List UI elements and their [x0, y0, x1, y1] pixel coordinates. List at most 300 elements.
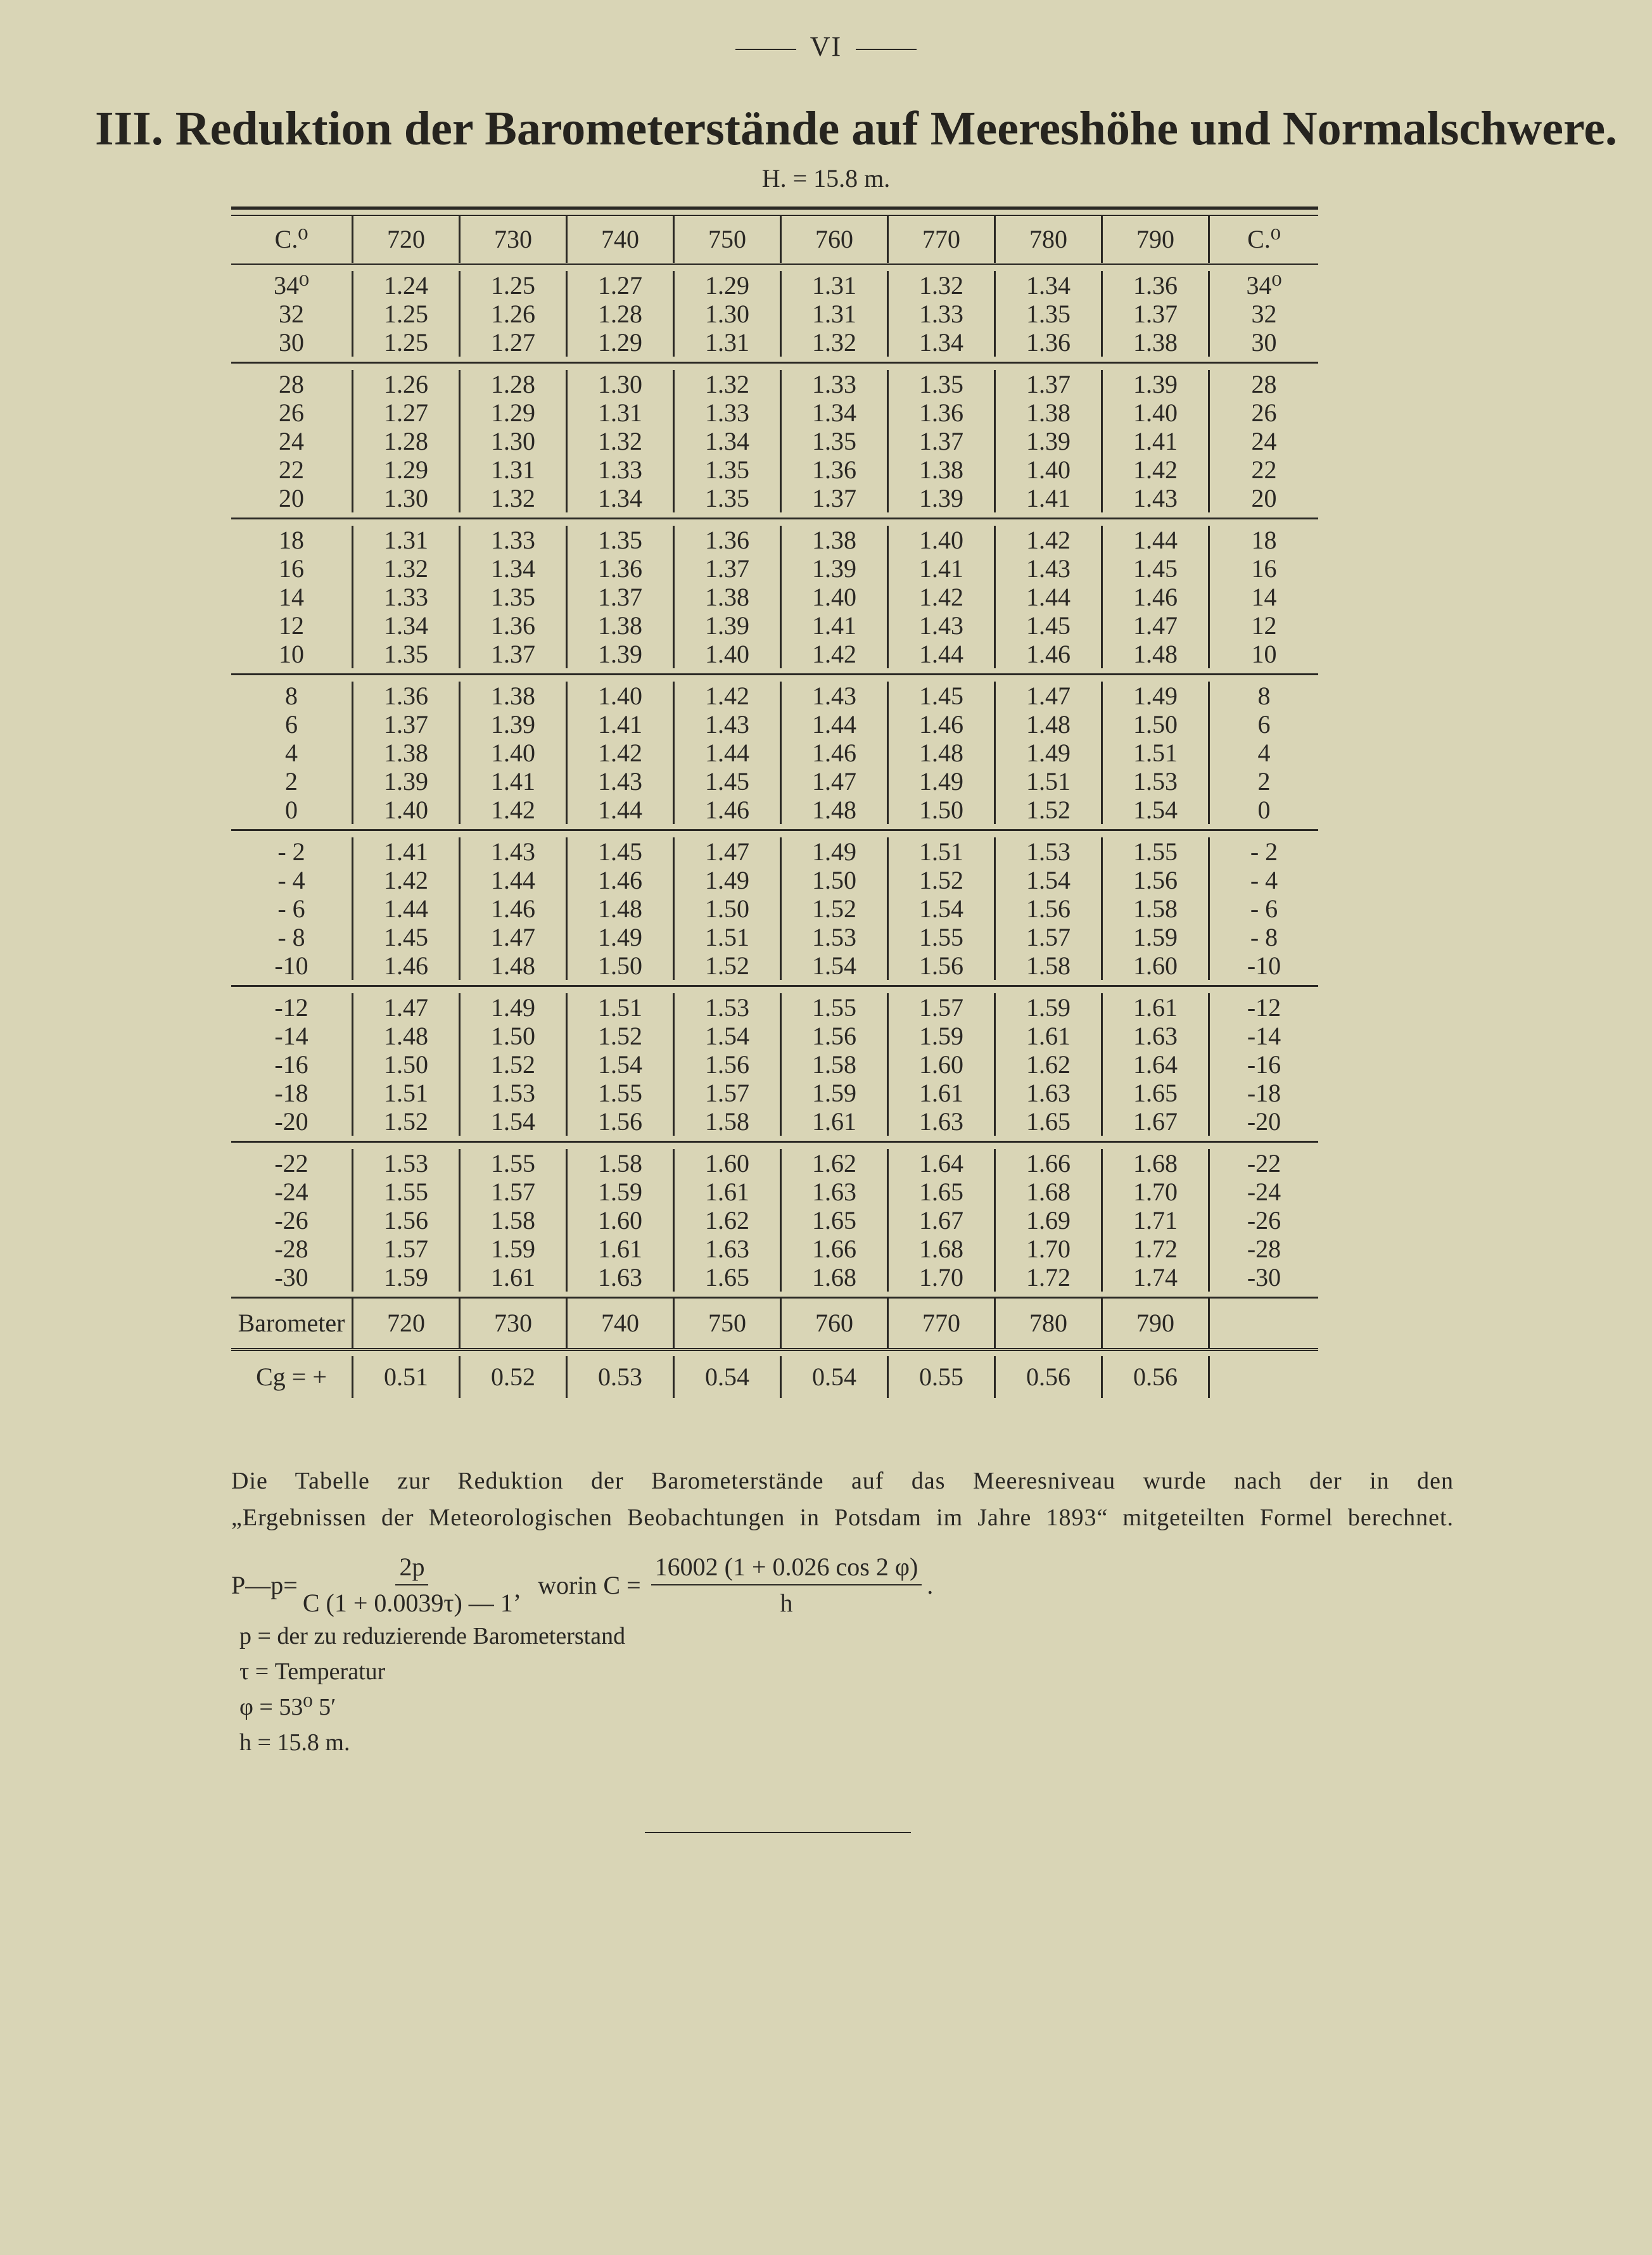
correction-cell: 1.59 [352, 1263, 459, 1292]
correction-cell: 1.41 [352, 837, 459, 866]
cg-cell: 0.55 [887, 1356, 994, 1398]
table-row [231, 951, 1318, 980]
correction-cell: 1.29 [352, 455, 459, 484]
temperature-cell: - 8 [277, 923, 305, 951]
correction-cell: 1.58 [1101, 894, 1208, 923]
correction-cell: 1.55 [566, 1079, 673, 1107]
correction-cell: 1.68 [780, 1263, 887, 1292]
correction-cell: 1.46 [780, 739, 887, 767]
page-header [0, 30, 1652, 63]
temperature-cell: 30 [1208, 328, 1318, 357]
table-row [231, 710, 1318, 739]
correction-cell: 1.31 [673, 328, 780, 357]
correction-cell: 1.63 [673, 1235, 780, 1263]
formula-lhs: P—p= [231, 1570, 298, 1599]
correction-cell: 1.30 [673, 300, 780, 328]
temperature-cell: 20 [1208, 484, 1318, 512]
cg-cell: 0.52 [459, 1356, 566, 1398]
correction-cell: 1.61 [1101, 993, 1208, 1022]
correction-cell: 1.49 [887, 767, 994, 796]
correction-cell: 1.38 [994, 398, 1101, 427]
correction-cell: 1.56 [780, 1022, 887, 1050]
correction-cell: 1.33 [352, 583, 459, 611]
table-row-group [231, 265, 1318, 364]
definitions-list [239, 1618, 625, 1760]
correction-cell: 1.63 [994, 1079, 1101, 1107]
table-row [231, 554, 1318, 583]
correction-cell: 1.59 [994, 993, 1101, 1022]
correction-cell: 1.35 [352, 640, 459, 668]
temperature-cell: 16 [1208, 554, 1318, 583]
correction-cell: 1.68 [887, 1235, 994, 1263]
temperature-cell: -28 [274, 1235, 308, 1263]
correction-cell: 1.63 [566, 1263, 673, 1292]
correction-cell: 1.60 [566, 1206, 673, 1235]
table-row [231, 1206, 1318, 1235]
correction-cell: 1.35 [459, 583, 566, 611]
correction-cell: 1.51 [1101, 739, 1208, 767]
correction-cell: 1.43 [994, 554, 1101, 583]
correction-cell: 1.45 [1101, 554, 1208, 583]
temperature-cell: 18 [1208, 526, 1318, 554]
correction-cell: 1.40 [459, 739, 566, 767]
correction-cell: 1.55 [780, 993, 887, 1022]
gravity-correction-row [231, 1351, 1318, 1402]
correction-cell: 1.39 [994, 427, 1101, 455]
correction-cell: 1.36 [566, 554, 673, 583]
table-row-group [231, 519, 1318, 675]
formula-fraction-2-numerator: 16002 (1 + 0.026 cos 2 φ) [651, 1552, 922, 1585]
table-row [231, 682, 1318, 710]
correction-cell: 1.58 [780, 1050, 887, 1079]
correction-cell: 1.32 [352, 554, 459, 583]
correction-cell: 1.61 [566, 1235, 673, 1263]
correction-cell: 1.25 [352, 300, 459, 328]
temperature-cell: 12 [1208, 611, 1318, 640]
correction-cell: 1.48 [352, 1022, 459, 1050]
correction-cell: 1.35 [780, 427, 887, 455]
page-subtitle: H. = 15.8 m. [761, 164, 891, 193]
correction-cell: 1.30 [459, 427, 566, 455]
correction-cell: 1.44 [780, 710, 887, 739]
correction-cell: 1.70 [994, 1235, 1101, 1263]
barometer-cell: 750 [673, 1299, 780, 1348]
correction-cell: 1.44 [459, 866, 566, 894]
correction-cell: 1.40 [1101, 398, 1208, 427]
correction-cell: 1.48 [459, 951, 566, 980]
correction-cell: 1.34 [780, 398, 887, 427]
correction-cell: 1.54 [994, 866, 1101, 894]
table-header-cell: 760 [780, 216, 887, 263]
temperature-cell: 28 [279, 370, 304, 398]
barometer-cell: 770 [887, 1299, 994, 1348]
barometer-row-end [1208, 1299, 1318, 1348]
correction-cell: 1.34 [352, 611, 459, 640]
table-top-rule [231, 206, 1318, 216]
correction-cell: 1.58 [566, 1149, 673, 1178]
temperature-cell: 22 [279, 455, 304, 484]
correction-cell: 1.59 [566, 1178, 673, 1206]
correction-cell: 1.38 [673, 583, 780, 611]
correction-cell: 1.51 [673, 923, 780, 951]
table-header-cell: 750 [673, 216, 780, 263]
correction-cell: 1.50 [352, 1050, 459, 1079]
table-header-cell: 720 [352, 216, 459, 263]
correction-cell: 1.56 [673, 1050, 780, 1079]
correction-cell: 1.64 [887, 1149, 994, 1178]
correction-cell: 1.57 [352, 1235, 459, 1263]
table-row [231, 300, 1318, 328]
correction-cell: 1.32 [887, 271, 994, 300]
temperature-cell: -20 [1208, 1107, 1318, 1136]
correction-cell: 1.38 [459, 682, 566, 710]
correction-cell: 1.48 [994, 710, 1101, 739]
temperature-cell: -10 [1208, 951, 1318, 980]
correction-cell: 1.46 [566, 866, 673, 894]
correction-cell: 1.26 [352, 370, 459, 398]
correction-cell: 1.52 [887, 866, 994, 894]
correction-cell: 1.55 [352, 1178, 459, 1206]
correction-cell: 1.49 [459, 993, 566, 1022]
formula-fraction-2 [651, 1552, 922, 1618]
correction-cell: 1.36 [994, 328, 1101, 357]
temperature-cell: - 6 [1208, 894, 1318, 923]
correction-cell: 1.43 [1101, 484, 1208, 512]
temperature-cell: 14 [279, 583, 304, 611]
correction-cell: 1.42 [780, 640, 887, 668]
correction-cell: 1.54 [887, 894, 994, 923]
correction-cell: 1.38 [566, 611, 673, 640]
correction-cell: 1.29 [673, 271, 780, 300]
correction-cell: 1.37 [994, 370, 1101, 398]
correction-cell: 1.42 [459, 796, 566, 824]
correction-cell: 1.54 [459, 1107, 566, 1136]
correction-cell: 1.31 [780, 300, 887, 328]
explanation-line-1: Die Tabelle zur Reduktion der Barometerstände auf das Meeresniveau wurde nach der in den [231, 1468, 1454, 1494]
table-row [231, 427, 1318, 455]
correction-cell: 1.49 [566, 923, 673, 951]
correction-cell: 1.35 [887, 370, 994, 398]
correction-cell: 1.35 [566, 526, 673, 554]
temperature-cell: -28 [1208, 1235, 1318, 1263]
correction-cell: 1.60 [1101, 951, 1208, 980]
temperature-cell: 24 [279, 427, 304, 455]
correction-cell: 1.50 [780, 866, 887, 894]
correction-cell: 1.53 [352, 1149, 459, 1178]
table-row [231, 1050, 1318, 1079]
correction-cell: 1.53 [780, 923, 887, 951]
temperature-cell: 14 [1208, 583, 1318, 611]
page-title: III. Reduktion der Barometerstände auf Meereshöhe und Normalschwere. [95, 102, 1618, 155]
correction-cell: 1.65 [1101, 1079, 1208, 1107]
correction-cell: 1.61 [994, 1022, 1101, 1050]
correction-cell: 1.45 [352, 923, 459, 951]
correction-cell: 1.57 [673, 1079, 780, 1107]
correction-cell: 1.54 [673, 1022, 780, 1050]
temperature-cell: -12 [1208, 993, 1318, 1022]
temperature-cell: 12 [279, 611, 304, 640]
correction-cell: 1.25 [459, 271, 566, 300]
correction-cell: 1.68 [994, 1178, 1101, 1206]
correction-cell: 1.42 [887, 583, 994, 611]
correction-cell: 1.41 [1101, 427, 1208, 455]
temperature-cell: -12 [274, 993, 308, 1022]
correction-cell: 1.50 [673, 894, 780, 923]
correction-cell: 1.59 [459, 1235, 566, 1263]
barometer-row [231, 1299, 1318, 1351]
correction-cell: 1.44 [887, 640, 994, 668]
temperature-cell: 2 [1208, 767, 1318, 796]
formula-worin: worin C = [538, 1570, 641, 1599]
correction-cell: 1.32 [780, 328, 887, 357]
correction-cell: 1.50 [459, 1022, 566, 1050]
table-row-group [231, 364, 1318, 519]
temperature-cell: -24 [1208, 1178, 1318, 1206]
correction-cell: 1.49 [673, 866, 780, 894]
table-row-group [231, 1143, 1318, 1299]
barometer-cell: 740 [566, 1299, 673, 1348]
temperature-cell: -26 [1208, 1206, 1318, 1235]
barometer-cell: 760 [780, 1299, 887, 1348]
temperature-cell: 16 [279, 554, 304, 583]
correction-cell: 1.37 [780, 484, 887, 512]
correction-cell: 1.32 [566, 427, 673, 455]
barometer-cell: 780 [994, 1299, 1101, 1348]
temperature-cell: -22 [274, 1149, 308, 1178]
correction-cell: 1.53 [459, 1079, 566, 1107]
correction-cell: 1.49 [994, 739, 1101, 767]
correction-cell: 1.39 [1101, 370, 1208, 398]
temperature-cell: -18 [274, 1079, 308, 1107]
correction-cell: 1.37 [673, 554, 780, 583]
temperature-cell: 26 [1208, 398, 1318, 427]
temperature-cell: -24 [274, 1178, 308, 1206]
correction-cell: 1.45 [566, 837, 673, 866]
correction-cell: 1.41 [566, 710, 673, 739]
table-header-cell: C.⁰ [1208, 216, 1318, 263]
correction-cell: 1.64 [1101, 1050, 1208, 1079]
cg-row-end [1208, 1356, 1318, 1398]
correction-cell: 1.54 [780, 951, 887, 980]
reduction-table [231, 206, 1318, 1402]
table-row [231, 526, 1318, 554]
correction-cell: 1.26 [459, 300, 566, 328]
correction-cell: 1.51 [887, 837, 994, 866]
correction-cell: 1.47 [673, 837, 780, 866]
temperature-cell: - 8 [1208, 923, 1318, 951]
correction-cell: 1.32 [459, 484, 566, 512]
correction-cell: 1.36 [352, 682, 459, 710]
barometer-cell: 730 [459, 1299, 566, 1348]
correction-cell: 1.35 [673, 455, 780, 484]
correction-cell: 1.61 [887, 1079, 994, 1107]
correction-cell: 1.42 [1101, 455, 1208, 484]
formula [231, 1552, 933, 1618]
correction-cell: 1.52 [673, 951, 780, 980]
table-row [231, 328, 1318, 357]
correction-cell: 1.71 [1101, 1206, 1208, 1235]
correction-cell: 1.29 [566, 328, 673, 357]
correction-cell: 1.45 [887, 682, 994, 710]
correction-cell: 1.31 [780, 271, 887, 300]
correction-cell: 1.45 [673, 767, 780, 796]
table-row [231, 1263, 1318, 1292]
table-row [231, 1079, 1318, 1107]
correction-cell: 1.58 [673, 1107, 780, 1136]
temperature-cell: 10 [1208, 640, 1318, 668]
correction-cell: 1.37 [566, 583, 673, 611]
correction-cell: 1.44 [673, 739, 780, 767]
correction-cell: 1.58 [994, 951, 1101, 980]
table-header-cell: 730 [459, 216, 566, 263]
temperature-cell: 30 [279, 328, 304, 357]
definition-h: h = 15.8 m. [239, 1729, 350, 1756]
correction-cell: 1.33 [459, 526, 566, 554]
table-row [231, 370, 1318, 398]
table-row [231, 611, 1318, 640]
table-header-cell: C.⁰ [274, 225, 308, 253]
correction-cell: 1.55 [887, 923, 994, 951]
correction-cell: 1.56 [994, 894, 1101, 923]
correction-cell: 1.30 [566, 370, 673, 398]
correction-cell: 1.43 [459, 837, 566, 866]
correction-cell: 1.57 [994, 923, 1101, 951]
table-row-group [231, 987, 1318, 1143]
correction-cell: 1.40 [352, 796, 459, 824]
correction-cell: 1.58 [459, 1206, 566, 1235]
correction-cell: 1.45 [994, 611, 1101, 640]
correction-cell: 1.40 [887, 526, 994, 554]
correction-cell: 1.44 [1101, 526, 1208, 554]
temperature-cell: 32 [1208, 300, 1318, 328]
table-row [231, 398, 1318, 427]
end-rule [645, 1832, 911, 1833]
table-row [231, 894, 1318, 923]
correction-cell: 1.46 [887, 710, 994, 739]
formula-end: . [927, 1570, 934, 1599]
correction-cell: 1.28 [352, 427, 459, 455]
correction-cell: 1.52 [352, 1107, 459, 1136]
definition-tau: τ = Temperatur [239, 1658, 386, 1685]
correction-cell: 1.61 [673, 1178, 780, 1206]
temperature-cell: - 6 [277, 894, 305, 923]
temperature-cell: 28 [1208, 370, 1318, 398]
temperature-cell: 4 [1208, 739, 1318, 767]
correction-cell: 1.50 [566, 951, 673, 980]
temperature-cell: 34⁰ [273, 271, 310, 300]
correction-cell: 1.59 [1101, 923, 1208, 951]
correction-cell: 1.47 [1101, 611, 1208, 640]
correction-cell: 1.43 [780, 682, 887, 710]
correction-cell: 1.50 [887, 796, 994, 824]
correction-cell: 1.72 [1101, 1235, 1208, 1263]
correction-cell: 1.65 [673, 1263, 780, 1292]
correction-cell: 1.41 [780, 611, 887, 640]
temperature-cell: 20 [279, 484, 304, 512]
correction-cell: 1.34 [887, 328, 994, 357]
cg-cell: 0.56 [1101, 1356, 1208, 1398]
correction-cell: 1.47 [459, 923, 566, 951]
correction-cell: 1.33 [566, 455, 673, 484]
temperature-cell: 32 [279, 300, 304, 328]
correction-cell: 1.57 [887, 993, 994, 1022]
correction-cell: 1.48 [566, 894, 673, 923]
definition-p: p = der zu reduzierende Barometerstand [239, 1623, 626, 1649]
correction-cell: 1.41 [459, 767, 566, 796]
temperature-cell: 18 [279, 526, 304, 554]
correction-cell: 1.50 [1101, 710, 1208, 739]
correction-cell: 1.67 [887, 1206, 994, 1235]
correction-cell: 1.38 [780, 526, 887, 554]
correction-cell: 1.35 [673, 484, 780, 512]
correction-cell: 1.37 [887, 427, 994, 455]
temperature-cell: 6 [285, 710, 298, 739]
correction-cell: 1.38 [887, 455, 994, 484]
correction-cell: 1.53 [1101, 767, 1208, 796]
table-header-cell: 770 [887, 216, 994, 263]
temperature-cell: 2 [285, 767, 298, 796]
correction-cell: 1.56 [1101, 866, 1208, 894]
temperature-cell: 8 [285, 682, 298, 710]
table-header-cell: 790 [1101, 216, 1208, 263]
correction-cell: 1.31 [566, 398, 673, 427]
correction-cell: 1.59 [780, 1079, 887, 1107]
cg-cell: 0.51 [352, 1356, 459, 1398]
correction-cell: 1.39 [780, 554, 887, 583]
correction-cell: 1.30 [352, 484, 459, 512]
temperature-cell: -16 [274, 1050, 308, 1079]
barometer-cell: 790 [1101, 1299, 1208, 1348]
correction-cell: 1.61 [780, 1107, 887, 1136]
correction-cell: 1.47 [352, 993, 459, 1022]
correction-cell: 1.52 [459, 1050, 566, 1079]
correction-cell: 1.27 [459, 328, 566, 357]
correction-cell: 1.54 [566, 1050, 673, 1079]
formula-fraction-1-denominator: C (1 + 0.0039τ) — 1’ [302, 1589, 522, 1617]
cg-label: Cg = + [256, 1363, 327, 1391]
page-number: VI [810, 31, 842, 62]
table-header-row [231, 216, 1318, 265]
correction-cell: 1.48 [887, 739, 994, 767]
table-row [231, 1022, 1318, 1050]
correction-cell: 1.46 [459, 894, 566, 923]
correction-cell: 1.27 [352, 398, 459, 427]
correction-cell: 1.39 [673, 611, 780, 640]
correction-cell: 1.44 [566, 796, 673, 824]
table-row [231, 923, 1318, 951]
correction-cell: 1.60 [887, 1050, 994, 1079]
correction-cell: 1.34 [673, 427, 780, 455]
temperature-cell: - 2 [277, 837, 305, 866]
header-rule-left [735, 49, 796, 50]
correction-cell: 1.65 [887, 1178, 994, 1206]
temperature-cell: -14 [274, 1022, 308, 1050]
correction-cell: 1.32 [673, 370, 780, 398]
correction-cell: 1.36 [459, 611, 566, 640]
temperature-cell: 6 [1208, 710, 1318, 739]
correction-cell: 1.44 [352, 894, 459, 923]
correction-cell: 1.49 [1101, 682, 1208, 710]
table-header-cell: 780 [994, 216, 1101, 263]
temperature-cell: -20 [274, 1107, 308, 1136]
temperature-cell: - 4 [1208, 866, 1318, 894]
correction-cell: 1.42 [352, 866, 459, 894]
table-body [231, 265, 1318, 1299]
table-row [231, 1149, 1318, 1178]
table-row [231, 1107, 1318, 1136]
temperature-cell: -10 [274, 951, 308, 980]
correction-cell: 1.74 [1101, 1263, 1208, 1292]
